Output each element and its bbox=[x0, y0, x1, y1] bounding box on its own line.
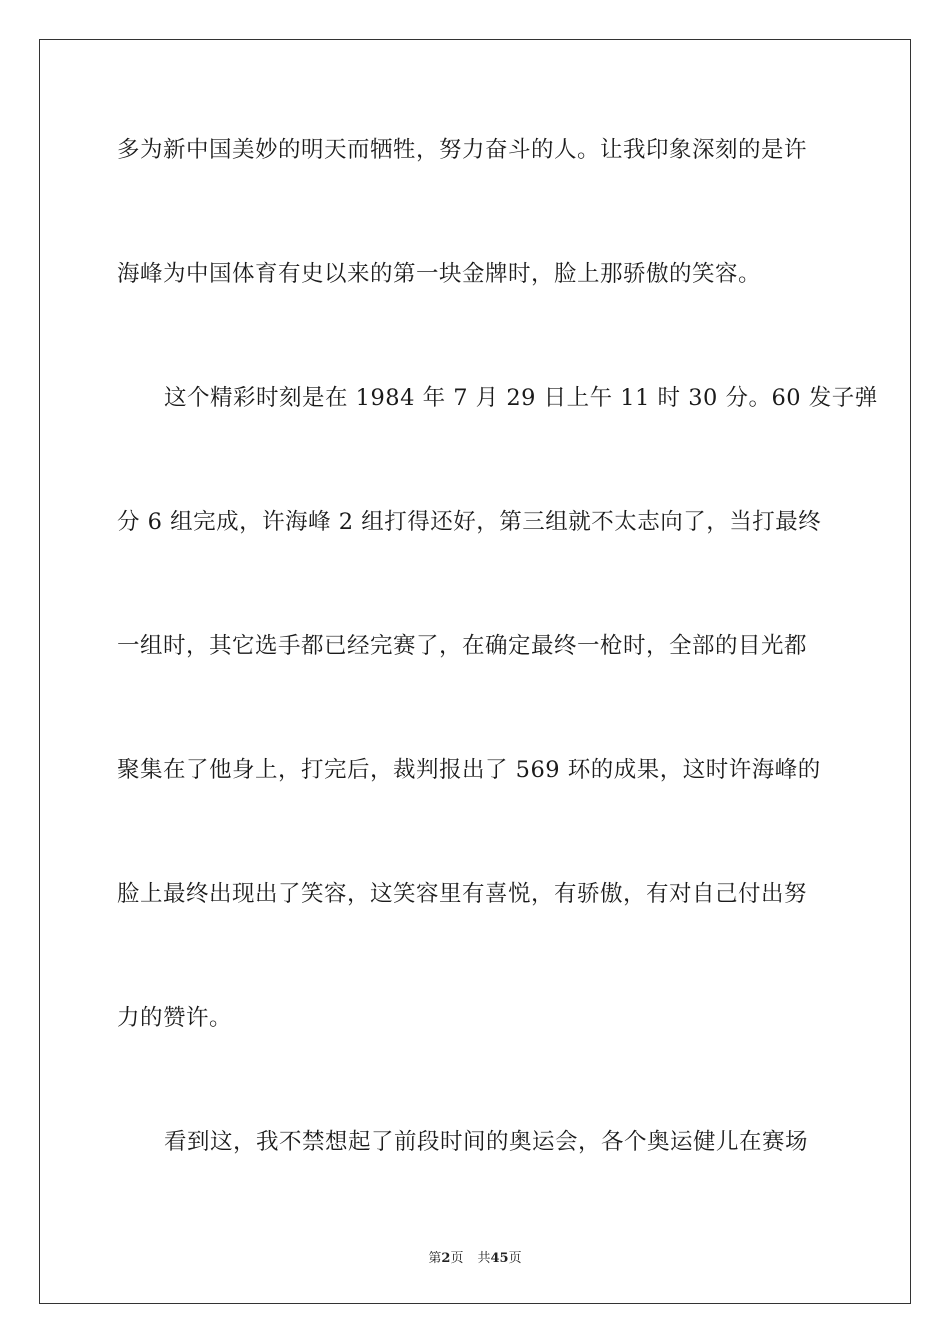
page-prefix: 第 bbox=[428, 1251, 442, 1266]
text-line: 聚集在了他身上，打完后，裁判报出了 569 环的成果，这时许海峰的 bbox=[117, 757, 821, 783]
total-prefix: 共 bbox=[477, 1251, 491, 1266]
text-line: 海峰为中国体育有史以来的第一块金牌时，脸上那骄傲的笑容。 bbox=[117, 261, 762, 287]
text-line: 力的赞许。 bbox=[117, 1005, 233, 1031]
text-line: 一组时，其它选手都已经完赛了，在确定最终一枪时，全部的目光都 bbox=[117, 633, 808, 659]
text-line: 多为新中国美妙的明天而牺牲，努力奋斗的人。让我印象深刻的是许 bbox=[117, 137, 808, 163]
text-line: 脸上最终出现出了笑容，这笑容里有喜悦，有骄傲，有对自己付出努 bbox=[117, 881, 808, 907]
text-line: 分 6 组完成，许海峰 2 组打得还好，第三组就不太志向了，当打最终 bbox=[117, 509, 822, 535]
paragraph-start-line: 这个精彩时刻是在 1984 年 7 月 29 日上午 11 时 30 分。60 发子弹 bbox=[164, 385, 878, 411]
body-text bbox=[117, 122, 878, 1238]
total-suffix: 页 bbox=[508, 1251, 522, 1266]
page-number: 2 bbox=[441, 1251, 451, 1266]
page-footer bbox=[0, 1247, 950, 1266]
total-pages: 45 bbox=[490, 1251, 509, 1266]
page-suffix: 页 bbox=[450, 1251, 464, 1266]
paragraph-start-line: 看到这，我不禁想起了前段时间的奥运会，各个奥运健儿在赛场 bbox=[164, 1129, 809, 1155]
